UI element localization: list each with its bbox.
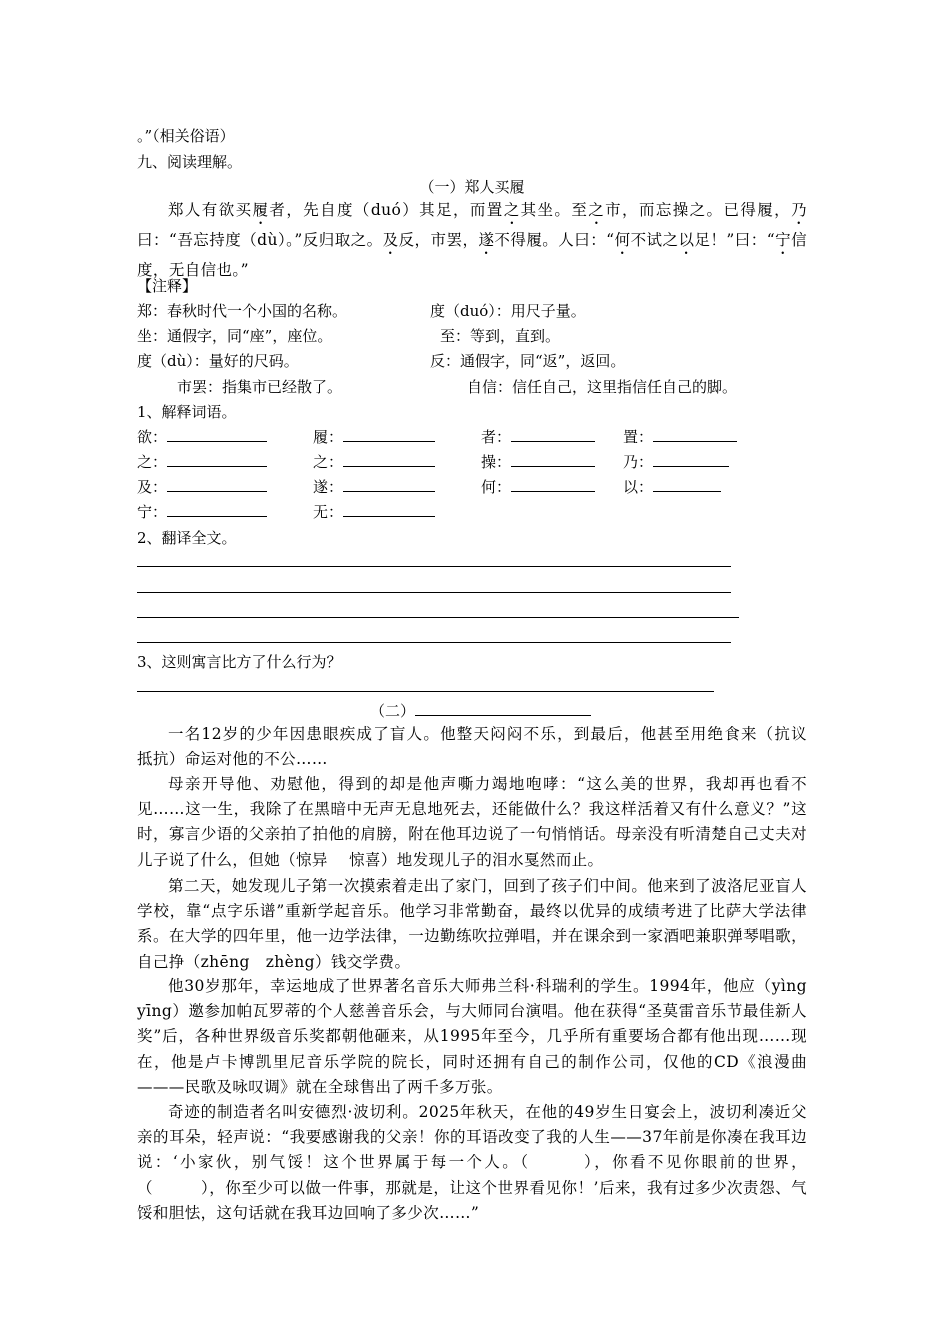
answer-blank[interactable] — [343, 450, 435, 467]
passage1-text: 郑人有欲买履者，先自度（duó）其足，而置之其坐。至之市，而忘操之。已得履，乃曰：“吾忘持度（dù）。”反归取之。及反，市罢，遂不得履。人曰：“何不试之以足！”曰：“宁信度，无自信也。” — [137, 201, 807, 279]
vocab-item: 欲： — [137, 425, 267, 449]
vocab-item: 宁： — [137, 500, 267, 524]
answer-blank[interactable] — [653, 425, 737, 442]
answer-blank[interactable] — [343, 500, 435, 517]
vocab-item: 操： — [481, 450, 595, 474]
answer-blank[interactable] — [653, 475, 721, 492]
vocab-item: 乃： — [623, 450, 729, 474]
vocab-item: 之： — [313, 450, 435, 474]
note-item: 度（duó）：用尺子量。 — [430, 302, 586, 320]
passage2-paragraph: 奇迹的制造者名叫安德烈·波切利。2025年秋天，在他的49岁生日宴会上，波切利凑近父亲的耳朵，轻声说：“我要感谢我的父亲！你的耳语改变了我的人生——37年前是你凑在我耳边说：‘小家伙，别气馁！这个世界属于每一个人。（ ），你看不见你眼前的世界，（ ），你至少可以做一件事，那就是，让这个世界看见你！’后来，我有过多少次责怨、气馁和胆怯，这句话就在我耳边回响了多少次……” — [137, 1103, 807, 1222]
passage2-paragraph: 母亲开导他、劝慰他，得到的却是他声嘶力竭地咆哮：“这么美的世界，我却再也看不见……这一生，我除了在黑暗中无声无息地死去，还能做什么？我这样活着又有什么意义？”这时，寡言少语的父亲拍了拍他的肩膀，附在他耳边说了一句悄悄话。母亲没有听清楚自己丈夫对儿子说了什么，但她（惊异 惊喜）地发现儿子的泪水戛然而止。 — [137, 775, 807, 869]
vocab-item: 及： — [137, 475, 267, 499]
passage2-paragraph: 他30岁那年，幸运地成了世界著名音乐大师弗兰科·科瑞利的学生。1994年，他应（yìng yīng）邀参加帕瓦罗蒂的个人慈善音乐会，与大师同台演唱。他在获得“圣莫雷音乐节最佳新人奖”后，各种世界级音乐奖都朝他砸来，从1995年至今，几乎所有重要场合都有他出现……现在，他是卢卡博凯里尼音乐学院的院长，同时还拥有自己的制作公司，仅他的CD《浪漫曲———民歌及咏叹调》就在全球售出了两千多万张。 — [137, 977, 823, 1096]
answer-line[interactable] — [137, 642, 731, 643]
vocab-item: 之： — [137, 450, 267, 474]
vocab-item: 置： — [623, 425, 737, 449]
answer-blank[interactable] — [653, 450, 729, 467]
answer-blank[interactable] — [343, 475, 435, 492]
vocab-item: 何： — [481, 475, 595, 499]
answer-blank[interactable] — [511, 425, 595, 442]
title-blank[interactable] — [415, 699, 591, 716]
vocab-item: 无： — [313, 500, 435, 524]
answer-blank[interactable] — [511, 450, 595, 467]
q2-label: 2、翻译全文。 — [137, 529, 237, 547]
answer-blank[interactable] — [167, 425, 267, 442]
section-9-title: 九、阅读理解。 — [137, 153, 243, 171]
note-item: 至：等到，直到。 — [440, 327, 561, 345]
note-item: 坐：通假字，同“座”，座位。 — [137, 327, 333, 345]
answer-blank[interactable] — [511, 475, 595, 492]
passage1-title: （一）郑人买履 — [419, 178, 525, 196]
vocab-item: 遂： — [313, 475, 435, 499]
answer-line[interactable] — [137, 691, 714, 692]
note-item: 市罢：指集市已经散了。 — [177, 378, 343, 396]
note-item: 自信：信任自己，这里指信任自己的脚。 — [467, 378, 738, 396]
answer-blank[interactable] — [343, 425, 435, 442]
answer-line[interactable] — [137, 592, 731, 593]
top-line: 。”（相关俗语） — [137, 127, 235, 145]
answer-line[interactable] — [137, 617, 739, 618]
vocab-item: 履： — [313, 425, 435, 449]
note-item: 度（dù）：量好的尺码。 — [137, 352, 299, 370]
passage2-paragraph: 一名12岁的少年因患眼疾成了盲人。他整天闷闷不乐，到最后，他甚至用绝食来（抗议 抵抗）命运对他的不公…… — [137, 725, 823, 769]
answer-blank[interactable] — [167, 450, 267, 467]
answer-blank[interactable] — [167, 475, 267, 492]
q3-label: 3、这则寓言比方了什么行为？ — [137, 653, 342, 671]
passage2-paragraph: 第二天，她发现儿子第一次摸索着走出了家门，回到了孩子们中间。他来到了波洛尼亚盲人学校，靠“点字乐谱”重新学起音乐。他学习非常勤奋，最终以优异的成绩考进了比萨大学法律系。在大学的四年里，他一边学法律，一边勤练吹拉弹唱，并在课余到一家酒吧兼职弹琴唱歌，自己挣（zhēng zhèng）钱交学费。 — [137, 877, 807, 971]
answer-line[interactable] — [137, 566, 731, 567]
notes-title: 【注释】 — [137, 277, 198, 295]
note-item: 反：通假字，同“返”，返回。 — [430, 352, 626, 370]
answer-blank[interactable] — [167, 500, 267, 517]
note-item: 郑：春秋时代一个小国的名称。 — [137, 302, 348, 320]
vocab-item: 以： — [623, 475, 721, 499]
vocab-item: 者： — [481, 425, 595, 449]
q1-label: 1、解释词语。 — [137, 403, 237, 421]
passage2-title: （二） — [370, 699, 591, 723]
